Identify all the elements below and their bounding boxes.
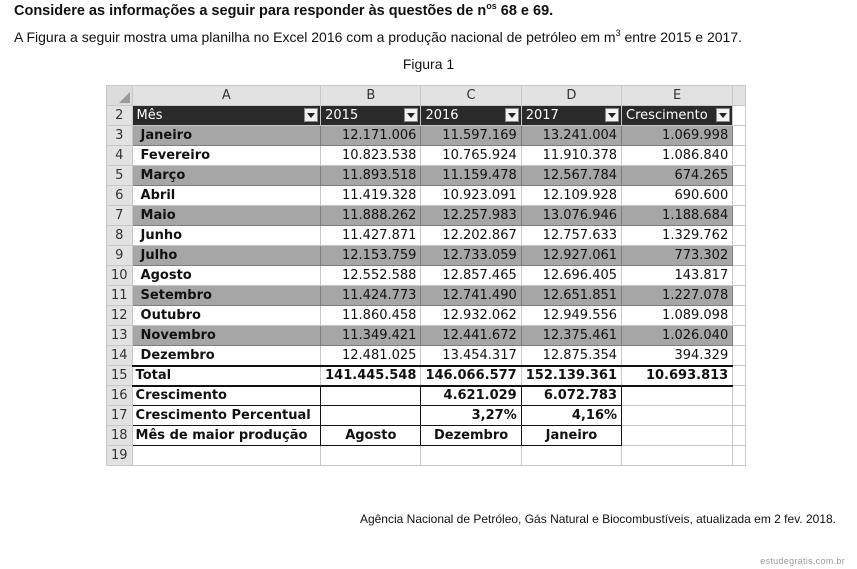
- value-cell-growth: 394.329: [622, 346, 733, 366]
- empty-cell: [733, 446, 746, 466]
- value-cell-growth: 1.089.098: [622, 306, 733, 326]
- max-production-label: Mês de maior produção: [132, 426, 321, 446]
- total-2017: 152.139.361: [521, 366, 621, 386]
- value-cell-growth: 1.227.078: [622, 286, 733, 306]
- max-production-2016: Dezembro: [421, 426, 521, 446]
- empty-cell: [733, 106, 746, 126]
- row-number: 19: [107, 446, 133, 466]
- value-cell-v2017: 12.696.405: [521, 266, 621, 286]
- value-cell-v2017: 13.076.946: [521, 206, 621, 226]
- total-label: Total: [132, 366, 321, 386]
- growth-percent-label: Crescimento Percentual: [132, 406, 321, 426]
- max-production-2015: Agosto: [321, 426, 421, 446]
- column-letter: A: [132, 86, 321, 106]
- empty-cell: [521, 446, 621, 466]
- figure-caption: Figura 1: [402, 56, 455, 72]
- header-cell-2016: [421, 106, 521, 126]
- row-number: 6: [107, 186, 133, 206]
- column-letter: E: [622, 86, 733, 106]
- growth-2016: 4.621.029: [421, 386, 521, 406]
- table-row: [107, 226, 746, 246]
- header-label: 2015: [325, 108, 359, 123]
- month-cell: Julho: [132, 246, 321, 266]
- month-cell: Janeiro: [132, 126, 321, 146]
- row-number: 18: [107, 426, 133, 446]
- month-cell: Março: [132, 166, 321, 186]
- month-cell: Novembro: [132, 326, 321, 346]
- empty-cell: [733, 346, 746, 366]
- table-row: [107, 306, 746, 326]
- row-number: 9: [107, 246, 133, 266]
- growth-label: Crescimento: [132, 386, 321, 406]
- source-citation: Agência Nacional de Petróleo, Gás Natural e Biocombustíveis, atualizada em 2 fev. 2018.: [359, 512, 836, 526]
- month-cell: Fevereiro: [132, 146, 321, 166]
- column-header-row: [107, 86, 746, 106]
- table-row: [107, 286, 746, 306]
- header-label: Mês: [136, 108, 163, 123]
- row-number: 16: [107, 386, 133, 406]
- value-cell-v2017: 13.241.004: [521, 126, 621, 146]
- max-production-2017: Janeiro: [521, 426, 621, 446]
- value-cell-growth: 1.329.762: [622, 226, 733, 246]
- value-cell-growth: 1.026.040: [622, 326, 733, 346]
- value-cell-growth: 1.188.684: [622, 206, 733, 226]
- month-cell: Dezembro: [132, 346, 321, 366]
- empty-cell: [622, 426, 733, 446]
- value-cell-v2016: 13.454.317: [421, 346, 521, 366]
- growth-percent-row: [107, 406, 746, 426]
- spreadsheet-image: [106, 85, 746, 489]
- month-cell: Maio: [132, 206, 321, 226]
- growth-percent-2015: [321, 406, 421, 426]
- value-cell-v2017: 12.757.633: [521, 226, 621, 246]
- header-label: Crescimento: [626, 108, 708, 123]
- value-cell-v2017: 12.651.851: [521, 286, 621, 306]
- value-cell-v2015: 11.349.421: [321, 326, 421, 346]
- empty-cell: [733, 226, 746, 246]
- empty-cell: [733, 266, 746, 286]
- empty-cell: [733, 206, 746, 226]
- empty-cell: [321, 446, 421, 466]
- filter-dropdown-icon: [404, 108, 418, 122]
- value-cell-v2017: 12.875.354: [521, 346, 621, 366]
- table-row: [107, 146, 746, 166]
- value-cell-growth: 773.302: [622, 246, 733, 266]
- row-number: 13: [107, 326, 133, 346]
- value-cell-growth: 1.069.998: [622, 126, 733, 146]
- value-cell-v2016: 11.597.169: [421, 126, 521, 146]
- value-cell-growth: 690.600: [622, 186, 733, 206]
- row-number: 10: [107, 266, 133, 286]
- growth-2017: 6.072.783: [521, 386, 621, 406]
- value-cell-v2016: 12.857.465: [421, 266, 521, 286]
- select-all-corner: [107, 86, 133, 106]
- table-row: [107, 206, 746, 226]
- row-number: 14: [107, 346, 133, 366]
- intro-instruction-sup: os: [486, 1, 497, 11]
- empty-cell: [733, 186, 746, 206]
- max-production-row: [107, 426, 746, 446]
- growth-2015: [321, 386, 421, 406]
- row-number: 11: [107, 286, 133, 306]
- row-number: 7: [107, 206, 133, 226]
- value-cell-v2016: 11.159.478: [421, 166, 521, 186]
- value-cell-v2017: 12.567.784: [521, 166, 621, 186]
- month-cell: Outubro: [132, 306, 321, 326]
- empty-cell: [733, 326, 746, 346]
- header-label: 2017: [525, 108, 559, 123]
- table-row: [107, 346, 746, 366]
- table-row: [107, 166, 746, 186]
- filter-dropdown-icon: [505, 108, 519, 122]
- empty-cell: [622, 446, 733, 466]
- value-cell-growth: 674.265: [622, 166, 733, 186]
- value-cell-v2015: 11.419.328: [321, 186, 421, 206]
- month-cell: Junho: [132, 226, 321, 246]
- watermark: estudegratis.com.br: [760, 556, 845, 566]
- value-cell-v2016: 12.257.983: [421, 206, 521, 226]
- value-cell-v2016: 10.923.091: [421, 186, 521, 206]
- value-cell-v2015: 12.171.006: [321, 126, 421, 146]
- header-cell-month: [132, 106, 321, 126]
- empty-cell: [733, 286, 746, 306]
- value-cell-v2015: 12.481.025: [321, 346, 421, 366]
- table-row: [107, 126, 746, 146]
- empty-cell: [733, 126, 746, 146]
- value-cell-v2016: 12.441.672: [421, 326, 521, 346]
- column-letter: C: [421, 86, 521, 106]
- empty-cell: [733, 366, 746, 386]
- value-cell-v2015: 11.424.773: [321, 286, 421, 306]
- spreadsheet-grid: [106, 85, 746, 466]
- filter-dropdown-icon: [605, 108, 619, 122]
- empty-cell: [622, 406, 733, 426]
- value-cell-v2017: 12.949.556: [521, 306, 621, 326]
- month-cell: Agosto: [132, 266, 321, 286]
- empty-cell: [733, 306, 746, 326]
- value-cell-v2017: 12.375.461: [521, 326, 621, 346]
- value-cell-v2015: 12.153.759: [321, 246, 421, 266]
- empty-cell: [132, 446, 321, 466]
- growth-percent-2016: 3,27%: [421, 406, 521, 426]
- value-cell-growth: 143.817: [622, 266, 733, 286]
- table-row: [107, 246, 746, 266]
- empty-cell: [733, 166, 746, 186]
- growth-row: [107, 386, 746, 406]
- value-cell-v2015: 10.823.538: [321, 146, 421, 166]
- month-cell: Setembro: [132, 286, 321, 306]
- value-cell-v2017: 12.109.928: [521, 186, 621, 206]
- table-header-row: [107, 106, 746, 126]
- growth-percent-2017: 4,16%: [521, 406, 621, 426]
- header-cell-2017: [521, 106, 621, 126]
- empty-cell: [733, 426, 746, 446]
- row-number: 4: [107, 146, 133, 166]
- total-growth: 10.693.813: [622, 366, 733, 386]
- value-cell-v2016: 12.733.059: [421, 246, 521, 266]
- empty-cell: [421, 446, 521, 466]
- empty-cell: [733, 246, 746, 266]
- total-row: [107, 366, 746, 386]
- value-cell-v2015: 11.860.458: [321, 306, 421, 326]
- row-number: 17: [107, 406, 133, 426]
- table-row: [107, 326, 746, 346]
- value-cell-v2016: 10.765.924: [421, 146, 521, 166]
- filter-dropdown-icon: [716, 108, 730, 122]
- empty-cell: [733, 406, 746, 426]
- value-cell-v2016: 12.202.867: [421, 226, 521, 246]
- intro-instruction: [14, 3, 553, 19]
- intro-description-sup: 3: [615, 28, 621, 38]
- total-2015: 141.445.548: [321, 366, 421, 386]
- row-number: 3: [107, 126, 133, 146]
- empty-cell: [733, 146, 746, 166]
- header-cell-2015: [321, 106, 421, 126]
- row-number: 5: [107, 166, 133, 186]
- header-label: 2016: [425, 108, 459, 123]
- value-cell-v2015: 12.552.588: [321, 266, 421, 286]
- value-cell-v2015: 11.427.871: [321, 226, 421, 246]
- intro-description-text: A Figura a seguir mostra uma planilha no Excel 2016 com a produção nacional de petróleo em m: [14, 29, 616, 45]
- intro-description: [14, 29, 742, 45]
- value-cell-v2015: 11.893.518: [321, 166, 421, 186]
- select-all-triangle-icon: [119, 92, 130, 103]
- row-number: 12: [107, 306, 133, 326]
- column-letter: D: [521, 86, 621, 106]
- table-row: [107, 266, 746, 286]
- row-number: 8: [107, 226, 133, 246]
- value-cell-v2015: 11.888.262: [321, 206, 421, 226]
- value-cell-v2017: 12.927.061: [521, 246, 621, 266]
- table-row: [107, 186, 746, 206]
- empty-row: [107, 446, 746, 466]
- value-cell-v2017: 11.910.378: [521, 146, 621, 166]
- month-cell: Abril: [132, 186, 321, 206]
- intro-instruction-suffix: 68 e 69.: [496, 3, 554, 19]
- column-letter-empty: [733, 86, 746, 106]
- column-letter: B: [321, 86, 421, 106]
- filter-dropdown-icon: [304, 108, 318, 122]
- value-cell-growth: 1.086.840: [622, 146, 733, 166]
- intro-instruction-text: Considere as informações a seguir para responder às questões de n: [14, 3, 487, 19]
- row-number: 15: [107, 366, 133, 386]
- value-cell-v2016: 12.741.490: [421, 286, 521, 306]
- row-number: 2: [107, 106, 133, 126]
- empty-cell: [733, 386, 746, 406]
- value-cell-v2016: 12.932.062: [421, 306, 521, 326]
- intro-description-suffix: entre 2015 e 2017.: [620, 29, 743, 45]
- header-cell-growth: [622, 106, 733, 126]
- total-2016: 146.066.577: [421, 366, 521, 386]
- empty-cell: [622, 386, 733, 406]
